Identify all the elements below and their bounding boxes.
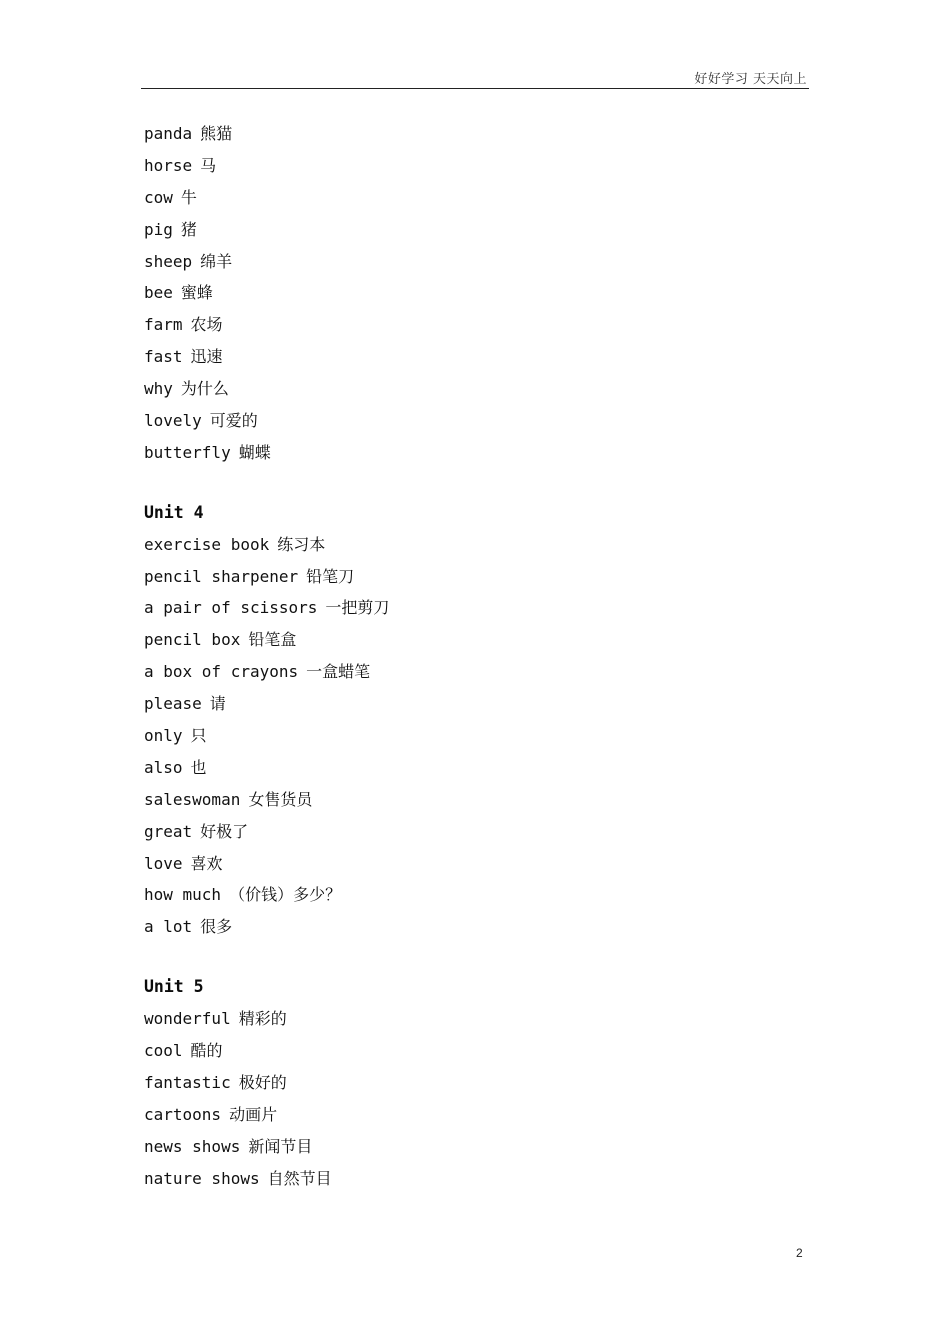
vocab-entry (144, 911, 804, 943)
english-word: news shows (144, 1136, 241, 1156)
vocab-section (144, 497, 804, 943)
chinese-meaning: 蜜蜂 (180, 283, 213, 303)
vocab-entry (144, 1163, 804, 1195)
vocab-entry (144, 879, 804, 911)
chinese-meaning: 迅速 (190, 347, 223, 367)
vocab-entry (144, 373, 804, 405)
vocab-entry (144, 1003, 804, 1035)
english-word: a box of crayons (144, 662, 299, 682)
english-word: wonderful (144, 1009, 231, 1029)
chinese-meaning: 牛 (180, 187, 197, 207)
vocab-entry (144, 848, 804, 880)
chinese-meaning: 可爱的 (209, 411, 258, 431)
english-word: horse (144, 155, 193, 175)
chinese-meaning: 为什么 (180, 379, 229, 399)
chinese-meaning: 酷的 (190, 1041, 223, 1061)
chinese-meaning: 猪 (180, 219, 197, 239)
vocab-entry (144, 688, 804, 720)
vocab-entry (144, 529, 804, 561)
vocab-entry (144, 816, 804, 848)
chinese-meaning: 新闻节目 (248, 1136, 313, 1156)
chinese-meaning: 精彩的 (238, 1009, 287, 1029)
english-word: cool (144, 1041, 183, 1061)
vocab-entry (144, 656, 804, 688)
chinese-meaning: 动画片 (229, 1104, 278, 1124)
chinese-meaning: 请 (209, 694, 226, 714)
chinese-meaning: 铅笔盒 (248, 630, 297, 650)
vocab-entry (144, 752, 804, 784)
vocab-entry (144, 561, 804, 593)
vocab-entry (144, 150, 804, 182)
chinese-meaning: 绵羊 (200, 251, 233, 271)
chinese-meaning: 自然节目 (267, 1168, 332, 1188)
vocab-entry (144, 1131, 804, 1163)
chinese-meaning: 一把剪刀 (325, 598, 390, 618)
english-word: exercise book (144, 534, 270, 554)
chinese-meaning: 女售货员 (248, 789, 313, 809)
chinese-meaning: 熊猫 (200, 124, 233, 143)
vocab-entry (144, 182, 804, 214)
english-word: cartoons (144, 1104, 222, 1124)
chinese-meaning: 喜欢 (190, 853, 223, 873)
vocab-entry (144, 592, 804, 624)
vocab-entry (144, 118, 804, 150)
english-word: only (144, 726, 183, 746)
english-word: a lot (144, 917, 193, 937)
chinese-meaning: 极好的 (238, 1072, 287, 1092)
english-word: bee (144, 283, 173, 303)
english-word: why (144, 379, 173, 399)
chinese-meaning: 马 (200, 155, 217, 175)
chinese-meaning: 农场 (190, 315, 223, 335)
english-word: fast (144, 347, 183, 367)
english-word: fantastic (144, 1072, 231, 1092)
vocab-entry (144, 214, 804, 246)
header-motto: 好好学习 天天向上 (694, 72, 807, 87)
chinese-meaning: 很多 (200, 917, 233, 937)
vocab-entry (144, 1067, 804, 1099)
english-word: love (144, 853, 183, 873)
vocab-entry (144, 1035, 804, 1067)
english-word: butterfly (144, 442, 231, 462)
unit-title: Unit 4 (144, 502, 204, 522)
english-word: cow (144, 187, 173, 207)
vocab-entry (144, 720, 804, 752)
english-word: sheep (144, 251, 193, 271)
chinese-meaning: （价钱）多少？ (229, 885, 342, 905)
vocab-section (144, 118, 804, 469)
english-word: farm (144, 315, 183, 335)
vocab-entry (144, 1099, 804, 1131)
unit-title: Unit 5 (144, 977, 204, 997)
english-word: please (144, 694, 202, 714)
english-word: panda (144, 124, 193, 143)
english-word: lovely (144, 411, 202, 431)
vocab-entry (144, 309, 804, 341)
english-word: pencil box (144, 630, 241, 650)
english-word: how much (144, 885, 222, 905)
chinese-meaning: 蝴蝶 (238, 442, 271, 462)
english-word: pig (144, 219, 173, 239)
chinese-meaning: 练习本 (277, 534, 326, 554)
english-word: nature shows (144, 1168, 260, 1188)
chinese-meaning: 一盒蜡笔 (306, 662, 371, 682)
vocab-entry (144, 246, 804, 278)
english-word: also (144, 757, 183, 777)
vocab-entry (144, 437, 804, 469)
vocab-entry (144, 784, 804, 816)
chinese-meaning: 好极了 (200, 821, 249, 841)
english-word: a pair of scissors (144, 598, 318, 618)
english-word: great (144, 821, 193, 841)
vocab-entry (144, 341, 804, 373)
vocab-entry (144, 277, 804, 309)
page-number: 2 (796, 1246, 803, 1260)
english-word: pencil sharpener (144, 566, 299, 586)
vocab-entry (144, 405, 804, 437)
page-header (141, 66, 809, 89)
chinese-meaning: 铅笔刀 (306, 566, 355, 586)
vocabulary-list (144, 118, 804, 1195)
chinese-meaning: 也 (190, 757, 207, 777)
english-word: saleswoman (144, 789, 241, 809)
vocab-entry (144, 624, 804, 656)
chinese-meaning: 只 (190, 726, 207, 746)
vocab-section (144, 971, 804, 1194)
